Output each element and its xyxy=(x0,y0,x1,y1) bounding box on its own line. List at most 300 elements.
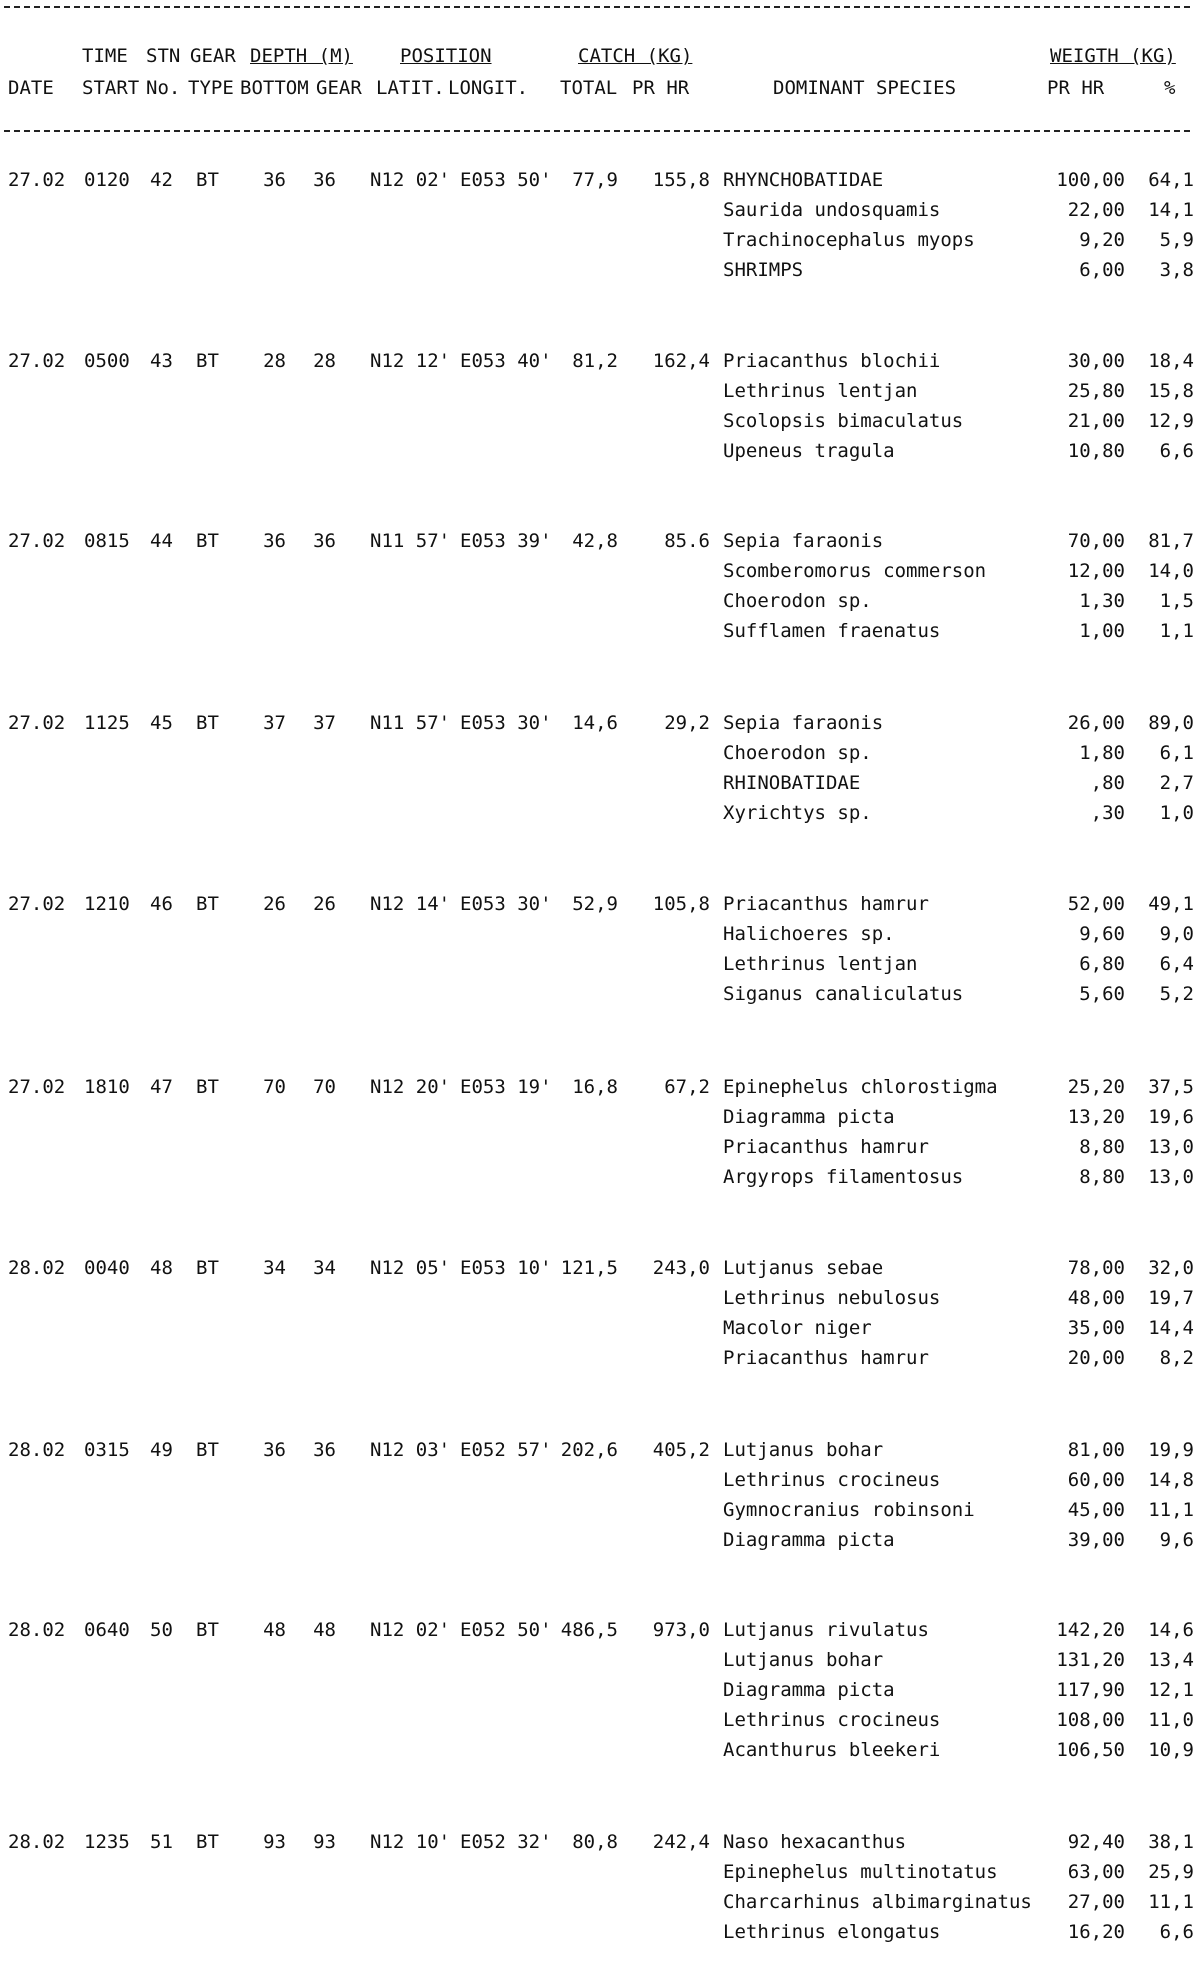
gear-type-cell: BT xyxy=(196,1076,219,1098)
species-line xyxy=(723,1498,1200,1528)
bottom-depth-cell: 48 xyxy=(263,1619,286,1641)
species-weight-per-hour: 100,00 xyxy=(1056,169,1125,191)
station-number-cell: 43 xyxy=(150,350,173,372)
species-weight-per-hour: 5,60 xyxy=(1079,983,1125,1005)
species-name: Naso hexacanthus xyxy=(723,1831,907,1853)
species-weight-per-hour: 30,00 xyxy=(1067,350,1125,372)
header-depth-group: DEPTH (M) xyxy=(250,45,353,67)
species-line xyxy=(723,1316,1200,1346)
species-percent: 15,8 xyxy=(1148,380,1194,402)
species-line xyxy=(723,892,1200,922)
species-line xyxy=(723,379,1200,409)
species-weight-per-hour: 8,80 xyxy=(1079,1136,1125,1158)
species-percent: 18,4 xyxy=(1148,350,1194,372)
header-date: DATE xyxy=(8,77,54,99)
time-cell: 1210 xyxy=(84,893,130,915)
species-name: Lethrinus crocineus xyxy=(723,1709,941,1731)
species-weight-per-hour: 20,00 xyxy=(1067,1347,1125,1369)
species-line xyxy=(723,1135,1200,1165)
latitude-cell: N12 10' xyxy=(370,1831,451,1853)
date-cell: 28.02 xyxy=(8,1831,66,1853)
gear-type-cell: BT xyxy=(196,350,219,372)
species-line xyxy=(723,1860,1200,1890)
station-row xyxy=(0,349,1200,499)
species-line xyxy=(723,228,1200,258)
catch-per-hour-cell: 29,2 xyxy=(664,712,710,734)
catch-per-hour-cell: 243,0 xyxy=(652,1257,710,1279)
species-percent: 8,2 xyxy=(1159,1347,1194,1369)
species-percent: 32,0 xyxy=(1148,1257,1194,1279)
header-no: No. xyxy=(146,77,181,99)
species-name: Diagramma picta xyxy=(723,1106,895,1128)
header-gear: GEAR xyxy=(190,45,236,67)
species-line xyxy=(723,1648,1200,1678)
catch-total-cell: 80,8 xyxy=(572,1831,618,1853)
station-number-cell: 45 xyxy=(150,712,173,734)
species-percent: 9,0 xyxy=(1159,923,1194,945)
species-name: Diagramma picta xyxy=(723,1529,895,1551)
species-name: Diagramma picta xyxy=(723,1679,895,1701)
species-percent: 13,4 xyxy=(1148,1649,1194,1671)
species-name: Upeneus tragula xyxy=(723,440,895,462)
date-cell: 28.02 xyxy=(8,1439,66,1461)
dominant-species-list xyxy=(723,168,1200,288)
species-weight-per-hour: 78,00 xyxy=(1067,1257,1125,1279)
species-percent: 14,1 xyxy=(1148,199,1194,221)
date-cell: 28.02 xyxy=(8,1619,66,1641)
species-name: Sufflamen fraenatus xyxy=(723,620,941,642)
species-weight-per-hour: 21,00 xyxy=(1067,410,1125,432)
station-number-cell: 51 xyxy=(150,1831,173,1853)
species-line xyxy=(723,1678,1200,1708)
species-weight-per-hour: 108,00 xyxy=(1056,1709,1125,1731)
station-row xyxy=(0,529,1200,679)
station-row xyxy=(0,1438,1200,1588)
header-position-group: POSITION xyxy=(400,45,492,67)
species-line xyxy=(723,1528,1200,1558)
species-percent: 14,0 xyxy=(1148,560,1194,582)
longitude-cell: E053 10' xyxy=(460,1257,552,1279)
gear-type-cell: BT xyxy=(196,1619,219,1641)
catch-total-cell: 486,5 xyxy=(560,1619,618,1641)
station-row xyxy=(0,892,1200,1042)
date-cell: 27.02 xyxy=(8,169,66,191)
time-cell: 0815 xyxy=(84,530,130,552)
species-line xyxy=(723,1438,1200,1468)
species-weight-per-hour: 45,00 xyxy=(1067,1499,1125,1521)
bottom-depth-cell: 28 xyxy=(263,350,286,372)
species-line xyxy=(723,982,1200,1012)
species-name: Lutjanus bohar xyxy=(723,1649,884,1671)
dominant-species-list xyxy=(723,1830,1200,1950)
header-weight-pr-hr: PR HR xyxy=(1047,77,1105,99)
species-percent: 12,9 xyxy=(1148,410,1194,432)
species-line xyxy=(723,1890,1200,1920)
species-percent: 37,5 xyxy=(1148,1076,1194,1098)
species-percent: 6,4 xyxy=(1159,953,1194,975)
longitude-cell: E053 19' xyxy=(460,1076,552,1098)
species-percent: 9,6 xyxy=(1159,1529,1194,1551)
species-weight-per-hour: 12,00 xyxy=(1067,560,1125,582)
catch-total-cell: 121,5 xyxy=(560,1257,618,1279)
species-line xyxy=(723,1708,1200,1738)
longitude-cell: E053 30' xyxy=(460,712,552,734)
bottom-depth-cell: 36 xyxy=(263,169,286,191)
bottom-depth-cell: 70 xyxy=(263,1076,286,1098)
header-total: TOTAL xyxy=(560,77,618,99)
species-name: Scolopsis bimaculatus xyxy=(723,410,964,432)
gear-type-cell: BT xyxy=(196,1439,219,1461)
time-cell: 0500 xyxy=(84,350,130,372)
species-percent: 11,1 xyxy=(1148,1499,1194,1521)
latitude-cell: N11 57' xyxy=(370,530,451,552)
station-row xyxy=(0,711,1200,861)
species-name: Lethrinus elongatus xyxy=(723,1921,941,1943)
species-name: Lethrinus lentjan xyxy=(723,953,918,975)
date-cell: 27.02 xyxy=(8,893,66,915)
species-percent: 19,7 xyxy=(1148,1287,1194,1309)
species-line xyxy=(723,529,1200,559)
species-line xyxy=(723,409,1200,439)
gear-depth-cell: 26 xyxy=(313,893,336,915)
species-percent: 13,0 xyxy=(1148,1166,1194,1188)
species-weight-per-hour: 10,80 xyxy=(1067,440,1125,462)
header-longit: LONGIT. xyxy=(448,77,529,99)
species-percent: 19,6 xyxy=(1148,1106,1194,1128)
top-dashed-rule xyxy=(4,6,1190,8)
species-line xyxy=(723,349,1200,379)
station-number-cell: 42 xyxy=(150,169,173,191)
species-line xyxy=(723,168,1200,198)
header-percent: % xyxy=(1164,77,1176,99)
latitude-cell: N12 14' xyxy=(370,893,451,915)
dominant-species-list xyxy=(723,1075,1200,1195)
species-line xyxy=(723,741,1200,771)
header-type: TYPE xyxy=(188,77,234,99)
species-percent: 11,0 xyxy=(1148,1709,1194,1731)
species-line xyxy=(723,1346,1200,1376)
gear-type-cell: BT xyxy=(196,1831,219,1853)
date-cell: 27.02 xyxy=(8,350,66,372)
species-line xyxy=(723,198,1200,228)
species-weight-per-hour: 142,20 xyxy=(1056,1619,1125,1641)
date-cell: 27.02 xyxy=(8,712,66,734)
species-name: Lutjanus bohar xyxy=(723,1439,884,1461)
species-line xyxy=(723,1468,1200,1498)
header-stn: STN xyxy=(146,45,181,67)
species-name: Priacanthus blochii xyxy=(723,350,941,372)
longitude-cell: E053 30' xyxy=(460,893,552,915)
gear-depth-cell: 34 xyxy=(313,1257,336,1279)
species-line xyxy=(723,1105,1200,1135)
species-line xyxy=(723,771,1200,801)
catch-total-cell: 16,8 xyxy=(572,1076,618,1098)
latitude-cell: N12 12' xyxy=(370,350,451,372)
gear-depth-cell: 70 xyxy=(313,1076,336,1098)
species-percent: 6,6 xyxy=(1159,1921,1194,1943)
time-cell: 0640 xyxy=(84,1619,130,1641)
gear-depth-cell: 48 xyxy=(313,1619,336,1641)
species-name: Lethrinus nebulosus xyxy=(723,1287,941,1309)
species-name: Sepia faraonis xyxy=(723,530,884,552)
gear-depth-cell: 36 xyxy=(313,169,336,191)
station-row xyxy=(0,1256,1200,1406)
bottom-depth-cell: 93 xyxy=(263,1831,286,1853)
species-name: Argyrops filamentosus xyxy=(723,1166,964,1188)
station-row xyxy=(0,168,1200,318)
latitude-cell: N12 20' xyxy=(370,1076,451,1098)
header-bottom: BOTTOM xyxy=(240,77,309,99)
catch-per-hour-cell: 105,8 xyxy=(652,893,710,915)
longitude-cell: E052 57' xyxy=(460,1439,552,1461)
station-row xyxy=(0,1618,1200,1768)
species-line xyxy=(723,952,1200,982)
catch-total-cell: 202,6 xyxy=(560,1439,618,1461)
catch-per-hour-cell: 67,2 xyxy=(664,1076,710,1098)
species-weight-per-hour: 9,60 xyxy=(1079,923,1125,945)
gear-type-cell: BT xyxy=(196,712,219,734)
species-line xyxy=(723,1286,1200,1316)
species-weight-per-hour: 1,00 xyxy=(1079,620,1125,642)
station-row xyxy=(0,1075,1200,1225)
station-number-cell: 44 xyxy=(150,530,173,552)
bottom-depth-cell: 26 xyxy=(263,893,286,915)
header-latit: LATIT. xyxy=(376,77,445,99)
species-name: Trachinocephalus myops xyxy=(723,229,975,251)
species-percent: 64,1 xyxy=(1148,169,1194,191)
species-line xyxy=(723,1830,1200,1860)
species-weight-per-hour: 22,00 xyxy=(1067,199,1125,221)
species-name: Epinephelus chlorostigma xyxy=(723,1076,998,1098)
time-cell: 0040 xyxy=(84,1257,130,1279)
species-line xyxy=(723,922,1200,952)
catch-total-cell: 81,2 xyxy=(572,350,618,372)
species-weight-per-hour: 1,30 xyxy=(1079,590,1125,612)
species-weight-per-hour: 27,00 xyxy=(1067,1891,1125,1913)
species-percent: 1,1 xyxy=(1159,620,1194,642)
species-percent: 3,8 xyxy=(1159,259,1194,281)
species-percent: 12,1 xyxy=(1148,1679,1194,1701)
header-dominant-species: DOMINANT SPECIES xyxy=(773,77,957,99)
species-weight-per-hour: 16,20 xyxy=(1067,1921,1125,1943)
species-percent: 11,1 xyxy=(1148,1891,1194,1913)
species-percent: 89,0 xyxy=(1148,712,1194,734)
species-percent: 5,2 xyxy=(1159,983,1194,1005)
species-weight-per-hour: ,80 xyxy=(1090,772,1125,794)
species-weight-per-hour: 60,00 xyxy=(1067,1469,1125,1491)
species-percent: 1,0 xyxy=(1159,802,1194,824)
species-weight-per-hour: 81,00 xyxy=(1067,1439,1125,1461)
species-name: Gymnocranius robinsoni xyxy=(723,1499,975,1521)
species-weight-per-hour: 9,20 xyxy=(1079,229,1125,251)
species-weight-per-hour: 35,00 xyxy=(1067,1317,1125,1339)
species-weight-per-hour: 63,00 xyxy=(1067,1861,1125,1883)
dominant-species-list xyxy=(723,1256,1200,1376)
latitude-cell: N12 02' xyxy=(370,169,451,191)
gear-depth-cell: 36 xyxy=(313,1439,336,1461)
species-percent: 38,1 xyxy=(1148,1831,1194,1853)
species-weight-per-hour: 70,00 xyxy=(1067,530,1125,552)
species-name: Acanthurus bleekeri xyxy=(723,1739,941,1761)
species-name: Sepia faraonis xyxy=(723,712,884,734)
species-name: Lethrinus lentjan xyxy=(723,380,918,402)
species-weight-per-hour: 6,80 xyxy=(1079,953,1125,975)
time-cell: 1235 xyxy=(84,1831,130,1853)
species-weight-per-hour: 48,00 xyxy=(1067,1287,1125,1309)
header-catch-group: CATCH (KG) xyxy=(578,45,693,67)
catch-per-hour-cell: 155,8 xyxy=(652,169,710,191)
species-name: Lutjanus sebae xyxy=(723,1257,884,1279)
gear-type-cell: BT xyxy=(196,169,219,191)
gear-type-cell: BT xyxy=(196,1257,219,1279)
dominant-species-list xyxy=(723,529,1200,649)
species-name: Choerodon sp. xyxy=(723,742,872,764)
dominant-species-list xyxy=(723,1438,1200,1558)
species-weight-per-hour: 13,20 xyxy=(1067,1106,1125,1128)
catch-total-cell: 42,8 xyxy=(572,530,618,552)
species-weight-per-hour: 8,80 xyxy=(1079,1166,1125,1188)
species-name: Lethrinus crocineus xyxy=(723,1469,941,1491)
station-number-cell: 48 xyxy=(150,1257,173,1279)
date-cell: 27.02 xyxy=(8,1076,66,1098)
species-percent: 1,5 xyxy=(1159,590,1194,612)
catch-per-hour-cell: 405,2 xyxy=(652,1439,710,1461)
catch-per-hour-cell: 242,4 xyxy=(652,1831,710,1853)
species-percent: 5,9 xyxy=(1159,229,1194,251)
longitude-cell: E052 32' xyxy=(460,1831,552,1853)
species-weight-per-hour: 106,50 xyxy=(1056,1739,1125,1761)
species-name: Macolor niger xyxy=(723,1317,872,1339)
species-name: Lutjanus rivulatus xyxy=(723,1619,929,1641)
dominant-species-list xyxy=(723,349,1200,469)
bottom-depth-cell: 34 xyxy=(263,1257,286,1279)
species-weight-per-hour: 92,40 xyxy=(1067,1831,1125,1853)
catch-per-hour-cell: 85.6 xyxy=(664,530,710,552)
species-percent: 2,7 xyxy=(1159,772,1194,794)
bottom-depth-cell: 36 xyxy=(263,1439,286,1461)
species-line xyxy=(723,801,1200,831)
time-cell: 1810 xyxy=(84,1076,130,1098)
species-weight-per-hour: 131,20 xyxy=(1056,1649,1125,1671)
gear-depth-cell: 36 xyxy=(313,530,336,552)
dominant-species-list xyxy=(723,1618,1200,1768)
bottom-depth-cell: 36 xyxy=(263,530,286,552)
species-line xyxy=(723,1618,1200,1648)
species-name: Priacanthus hamrur xyxy=(723,893,929,915)
species-percent: 49,1 xyxy=(1148,893,1194,915)
species-percent: 10,9 xyxy=(1148,1739,1194,1761)
station-number-cell: 46 xyxy=(150,893,173,915)
species-name: RHINOBATIDAE xyxy=(723,772,861,794)
longitude-cell: E053 39' xyxy=(460,530,552,552)
time-cell: 0315 xyxy=(84,1439,130,1461)
header-pr-hr: PR HR xyxy=(632,77,690,99)
species-name: Scomberomorus commerson xyxy=(723,560,987,582)
species-name: Epinephelus multinotatus xyxy=(723,1861,998,1883)
catch-total-cell: 77,9 xyxy=(572,169,618,191)
species-percent: 25,9 xyxy=(1148,1861,1194,1883)
bottom-depth-cell: 37 xyxy=(263,712,286,734)
species-weight-per-hour: 6,00 xyxy=(1079,259,1125,281)
species-percent: 81,7 xyxy=(1148,530,1194,552)
species-line xyxy=(723,439,1200,469)
species-line xyxy=(723,589,1200,619)
dominant-species-list xyxy=(723,892,1200,1012)
species-weight-per-hour: 25,80 xyxy=(1067,380,1125,402)
latitude-cell: N12 03' xyxy=(370,1439,451,1461)
species-name: Priacanthus hamrur xyxy=(723,1347,929,1369)
species-weight-per-hour: 25,20 xyxy=(1067,1076,1125,1098)
catch-per-hour-cell: 162,4 xyxy=(652,350,710,372)
species-line xyxy=(723,619,1200,649)
longitude-cell: E052 50' xyxy=(460,1619,552,1641)
catch-per-hour-cell: 973,0 xyxy=(652,1619,710,1641)
species-line xyxy=(723,1920,1200,1950)
longitude-cell: E053 50' xyxy=(460,169,552,191)
species-percent: 14,6 xyxy=(1148,1619,1194,1641)
species-percent: 13,0 xyxy=(1148,1136,1194,1158)
species-weight-per-hour: ,30 xyxy=(1090,802,1125,824)
station-number-cell: 49 xyxy=(150,1439,173,1461)
species-percent: 14,4 xyxy=(1148,1317,1194,1339)
header-time: TIME xyxy=(82,45,128,67)
header-weight-group: WEIGTH (KG) xyxy=(1050,45,1176,67)
station-row xyxy=(0,1830,1200,1980)
species-line xyxy=(723,1075,1200,1105)
species-name: Priacanthus hamrur xyxy=(723,1136,929,1158)
species-weight-per-hour: 117,90 xyxy=(1056,1679,1125,1701)
station-number-cell: 47 xyxy=(150,1076,173,1098)
species-name: Siganus canaliculatus xyxy=(723,983,964,1005)
latitude-cell: N12 02' xyxy=(370,1619,451,1641)
species-line xyxy=(723,711,1200,741)
species-weight-per-hour: 1,80 xyxy=(1079,742,1125,764)
header-dashed-rule xyxy=(4,130,1190,132)
header-start: START xyxy=(82,77,140,99)
gear-depth-cell: 93 xyxy=(313,1831,336,1853)
species-percent: 14,8 xyxy=(1148,1469,1194,1491)
species-name: Saurida undosquamis xyxy=(723,199,941,221)
species-name: RHYNCHOBATIDAE xyxy=(723,169,884,191)
species-line xyxy=(723,559,1200,589)
time-cell: 1125 xyxy=(84,712,130,734)
species-line xyxy=(723,1256,1200,1286)
species-weight-per-hour: 26,00 xyxy=(1067,712,1125,734)
time-cell: 0120 xyxy=(84,169,130,191)
date-cell: 27.02 xyxy=(8,530,66,552)
species-line xyxy=(723,258,1200,288)
station-number-cell: 50 xyxy=(150,1619,173,1641)
latitude-cell: N12 05' xyxy=(370,1257,451,1279)
catch-total-cell: 52,9 xyxy=(572,893,618,915)
longitude-cell: E053 40' xyxy=(460,350,552,372)
latitude-cell: N11 57' xyxy=(370,712,451,734)
species-percent: 6,6 xyxy=(1159,440,1194,462)
species-name: Choerodon sp. xyxy=(723,590,872,612)
species-name: Xyrichtys sp. xyxy=(723,802,872,824)
header-gear-depth: GEAR xyxy=(316,77,362,99)
species-weight-per-hour: 39,00 xyxy=(1067,1529,1125,1551)
species-name: Halichoeres sp. xyxy=(723,923,895,945)
species-percent: 6,1 xyxy=(1159,742,1194,764)
species-name: Charcarhinus albimarginatus xyxy=(723,1891,1032,1913)
species-percent: 19,9 xyxy=(1148,1439,1194,1461)
catch-total-cell: 14,6 xyxy=(572,712,618,734)
species-line xyxy=(723,1165,1200,1195)
gear-depth-cell: 28 xyxy=(313,350,336,372)
species-name: SHRIMPS xyxy=(723,259,804,281)
date-cell: 28.02 xyxy=(8,1257,66,1279)
